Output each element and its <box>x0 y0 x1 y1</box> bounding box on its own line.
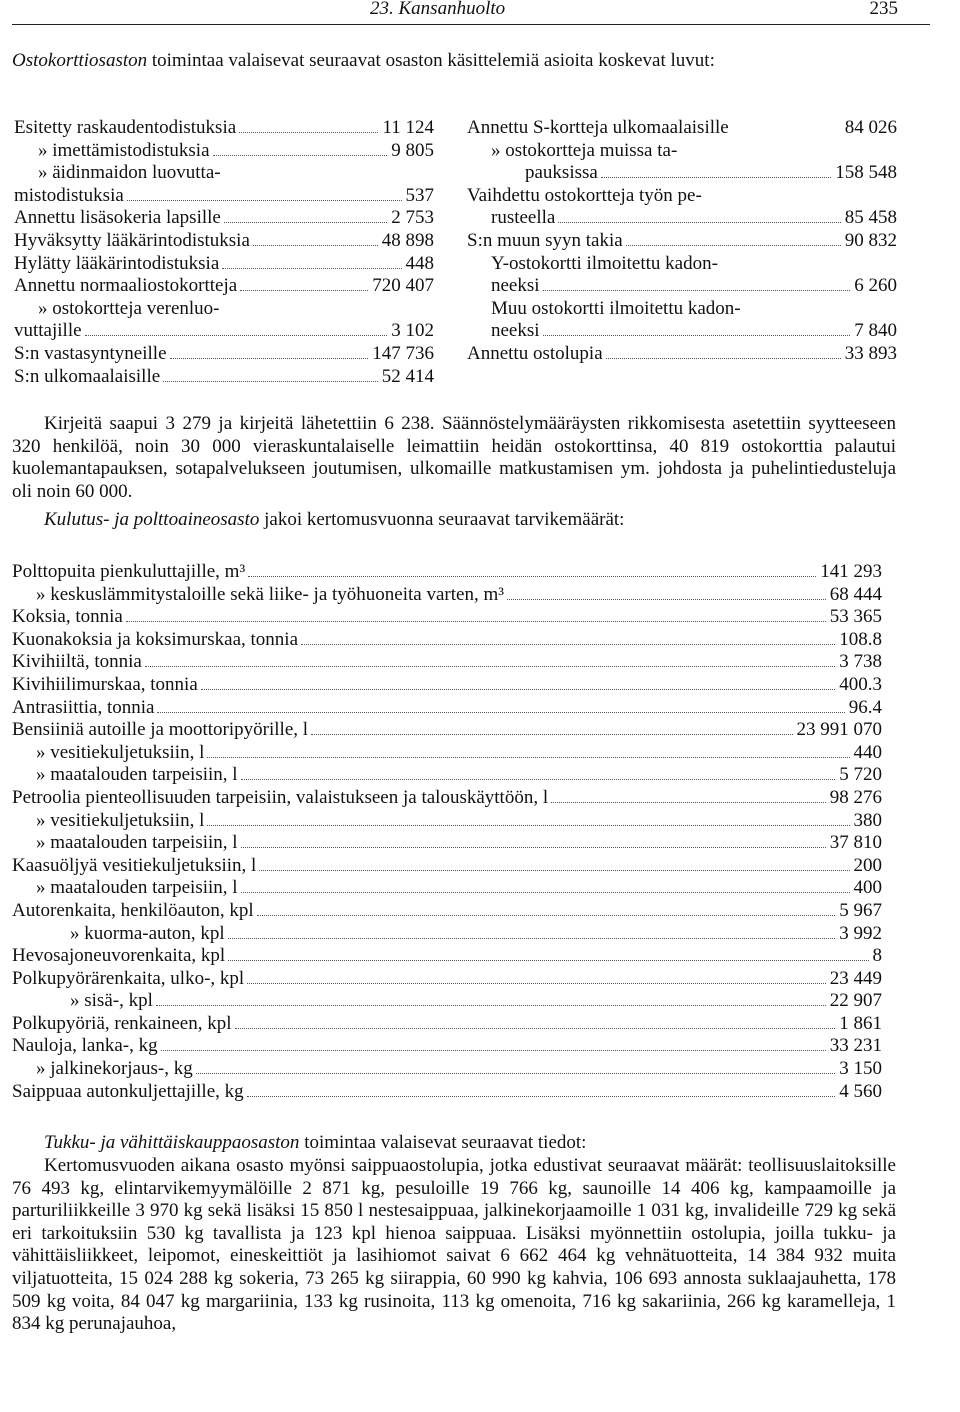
row-value: 440 <box>853 741 882 763</box>
dot-leader <box>145 666 835 667</box>
dot-leader <box>222 268 401 269</box>
row-value: 141 293 <box>820 561 882 582</box>
row-label: Koksia, tonnia <box>12 606 123 628</box>
row-value: 7 840 <box>854 320 897 342</box>
row-value: 23 991 070 <box>796 719 882 741</box>
row-label: pauksissa <box>525 162 598 184</box>
row-value: 1 861 <box>839 1012 882 1034</box>
dot-leader <box>85 335 388 336</box>
row-label: » sisä-, kpl <box>70 990 153 1012</box>
table-row <box>12 855 882 878</box>
dot-leader <box>240 290 368 291</box>
dot-leader <box>259 870 849 871</box>
fuel-intro-italic: Kulutus- ja polttoaineosasto <box>44 509 260 530</box>
dot-leader <box>196 1073 836 1074</box>
table-row <box>12 606 882 629</box>
table-row <box>12 832 882 855</box>
row-label: » maatalouden tarpeisiin, l <box>36 877 238 899</box>
header-rule <box>12 24 930 25</box>
row-label: Muu ostokortti ilmoitettu kadon- <box>491 297 741 319</box>
table-row <box>12 945 882 968</box>
dot-leader <box>156 1005 826 1006</box>
row-label: Y-ostokortti ilmoitettu kadon- <box>491 252 718 274</box>
table-row <box>12 697 882 720</box>
row-value: 3 738 <box>839 651 882 673</box>
table-row <box>14 253 434 276</box>
row-label: » maatalouden tarpeisiin, l <box>36 832 238 854</box>
table-row <box>14 230 434 253</box>
wholesale-paragraph: Kertomusvuoden aikana osasto myönsi saippuaostolupia, jotka edustivat seuraavat määrät: teollisuuslaitoksille 76 493 kg, elintarvikemyymälöille 2 871 kg, pesuloille 19 766 kg, saunoille 14 406 kg, kampaamoille ja parturiliikkeille 3 970 kg sekä lisäksi 15 850 l nestesaippuaa, jalkinekorjaamoille 1 031 kg, invalideille 729 kg sekä eri tarkoituksiin 530 kg tavallista ja 123 kpl hienoa saippuaa. Lisäksi myönnettiin ostolupia, joilla tukku- ja vähittäisliikkeet, leipomot, eineskeittiöt ja lasihiomot saivat 6 662 464 kg vehnätuotteita, 14 384 932 muita viljatuotteita, 15 024 288 kg sokeria, 73 265 kg siirappia, 60 990 kg kahvia, 106 693 annosta suklaajauhetta, 178 509 kg voita, 84 047 kg margariinia, 133 kg rusinoita, 113 kg omenoita, 716 kg sakariinia, 266 kg karamelleja, 1 834 kg perunajauhoa, <box>12 1155 896 1335</box>
letters-paragraph: Kirjeitä saapui 3 279 ja kirjeitä lähetettiin 6 238. Säännöstelymääräysten rikkomisesta asetettiin syytteeseen 320 henkilöä, noin 30 000 vieraskuntalaiselle leimattiin heidän ostokorttinsa, 40 819 ostokorttia palautui kuolemantapauksen, sotapalvelukseen joutumisen, ulkomaille matkustamisen ym. johdosta ja puhelintiedusteluja oli noin 60 000. <box>12 413 896 502</box>
dot-leader <box>207 825 849 826</box>
table-row <box>12 990 882 1013</box>
table-row <box>12 968 882 991</box>
intro-text: toimintaa valaisevat seuraavat osaston käsittelemiä asioita koskevat luvut: <box>147 50 715 71</box>
dot-leader <box>207 757 849 758</box>
row-value: 4 560 <box>839 1080 882 1102</box>
dot-leader <box>241 892 850 893</box>
row-value: 68 444 <box>829 583 882 605</box>
row-label: Polkupyörärenkaita, ulko-, kpl <box>12 967 245 989</box>
row-value: 5 720 <box>839 764 882 786</box>
row-label: Kivihiilimurskaa, tonnia <box>12 673 198 695</box>
row-label: rusteella <box>491 207 556 229</box>
table-row <box>467 298 897 321</box>
row-label: » vesitiekuljetuksiin, l <box>36 809 205 831</box>
row-value: 158 548 <box>835 162 897 184</box>
dot-leader <box>311 734 792 735</box>
dot-leader <box>247 1096 836 1097</box>
row-label: Hyväksytty lääkärintodistuksia <box>14 229 250 251</box>
dot-leader <box>253 245 378 246</box>
row-value: 8 <box>872 945 882 967</box>
table-row <box>467 343 897 366</box>
table-row <box>12 810 882 833</box>
row-label: Hylätty lääkärintodistuksia <box>14 252 220 274</box>
table-row <box>12 674 882 697</box>
table-row <box>14 275 434 298</box>
row-value: 96.4 <box>848 696 882 718</box>
row-label: S:n muun syyn takia <box>467 229 623 251</box>
row-label: Kuonakoksia ja koksimurskaa, tonnia <box>12 628 299 650</box>
dot-leader <box>241 779 836 780</box>
row-label: Kivihiiltä, tonnia <box>12 651 142 673</box>
dot-leader <box>235 1028 836 1029</box>
row-value: 90 832 <box>844 229 897 251</box>
row-label: S:n vastasyntyneille <box>14 342 167 364</box>
table-row <box>14 298 434 321</box>
row-label: » imettämistodistuksia <box>38 139 210 161</box>
dot-leader <box>239 132 378 133</box>
dot-leader <box>606 358 841 359</box>
dot-leader <box>163 381 378 382</box>
row-label: Annettu lisäsokeria lapsille <box>14 207 221 229</box>
table-row <box>467 162 897 185</box>
row-value: 3 150 <box>839 1058 882 1080</box>
row-label: Esitetty raskaudentodistuksia <box>14 117 237 138</box>
row-label: Annettu ostolupia <box>467 342 603 364</box>
row-label: S:n ulkomaalaisille <box>14 365 161 387</box>
fuel-intro-text: jakoi kertomusvuonna seuraavat tarvikemäärät: <box>259 509 625 530</box>
table-row <box>12 1013 882 1036</box>
table-row <box>12 561 882 584</box>
row-label: » ostokortteja verenluo- <box>38 297 220 319</box>
row-value: 98 276 <box>829 786 882 808</box>
table-row <box>12 900 882 923</box>
row-value: 11 124 <box>382 117 434 138</box>
row-label: » äidinmaidon luovutta- <box>38 162 221 184</box>
dot-leader <box>228 938 836 939</box>
table-row <box>467 117 897 140</box>
dot-leader <box>543 290 851 291</box>
dot-leader <box>257 915 836 916</box>
row-label: Nauloja, lanka-, kg <box>12 1035 158 1057</box>
fuel-intro <box>44 509 896 532</box>
row-value: 85 458 <box>844 207 897 229</box>
row-label: » maatalouden tarpeisiin, l <box>36 764 238 786</box>
row-value: 3 992 <box>839 922 882 944</box>
table-row <box>467 275 897 298</box>
wholesale-heading-text: toimintaa valaisevat seuraavat tiedot: <box>299 1132 587 1153</box>
table-row <box>14 162 434 185</box>
dot-leader <box>551 802 826 803</box>
table-row <box>12 629 882 652</box>
dot-leader <box>201 689 835 690</box>
table-row <box>12 651 882 674</box>
row-label: » ostokortteja muissa ta- <box>491 139 678 161</box>
dot-leader <box>301 644 835 645</box>
row-label: Polttopuita pienkuluttajille, m³ <box>12 561 246 582</box>
table-row <box>12 877 882 900</box>
table-row <box>14 366 434 389</box>
page-header <box>0 0 960 24</box>
row-label: mistodistuksia <box>14 184 124 206</box>
dot-leader <box>157 712 844 713</box>
row-label: Kaasuöljyä vesitiekuljetuksiin, l <box>12 854 257 876</box>
table-row <box>12 1035 882 1058</box>
row-label: » kuorma-auton, kpl <box>70 922 225 944</box>
fuel-table <box>12 561 882 1103</box>
row-label: Annettu S-kortteja ulkomaalaisille <box>467 117 729 138</box>
row-value: 52 414 <box>381 365 434 387</box>
row-value: 108.8 <box>839 628 882 650</box>
row-value: 380 <box>853 809 882 831</box>
row-value: 5 967 <box>839 899 882 921</box>
table-row <box>12 1081 882 1104</box>
dot-leader <box>161 1050 826 1051</box>
right-statistics-table <box>467 117 897 366</box>
row-label: Vaihdettu ostokortteja työn pe- <box>467 184 702 206</box>
table-row <box>467 207 897 230</box>
dot-leader <box>126 621 826 622</box>
row-value: 23 449 <box>829 967 882 989</box>
row-value: 147 736 <box>372 342 434 364</box>
left-statistics-table <box>14 117 434 388</box>
row-value: 720 407 <box>372 275 434 297</box>
dot-leader <box>558 222 840 223</box>
table-row <box>467 185 897 208</box>
dot-leader <box>228 960 868 961</box>
row-value: 2 753 <box>391 207 434 229</box>
dot-leader <box>241 847 826 848</box>
wholesale-heading <box>44 1132 896 1155</box>
table-row <box>467 140 897 163</box>
table-row <box>467 320 897 343</box>
row-label: Polkupyöriä, renkaineen, kpl <box>12 1012 232 1034</box>
dot-leader <box>247 983 826 984</box>
table-row <box>14 117 434 140</box>
dot-leader <box>601 177 831 178</box>
row-value: 37 810 <box>829 832 882 854</box>
row-value: 84 026 <box>844 117 897 138</box>
table-row <box>14 343 434 366</box>
row-label: Antrasiittia, tonnia <box>12 696 155 718</box>
row-value: 22 907 <box>829 990 882 1012</box>
table-row <box>12 787 882 810</box>
table-row <box>12 719 882 742</box>
dot-leader <box>224 222 387 223</box>
table-row <box>14 185 434 208</box>
table-row <box>467 230 897 253</box>
chapter-title: 23. Kansanhuolto <box>370 0 506 19</box>
intro-paragraph <box>12 50 896 73</box>
row-label: Saippuaa autonkuljettajille, kg <box>12 1080 244 1102</box>
row-label: » jalkinekorjaus-, kg <box>36 1058 193 1080</box>
row-label: Hevosajoneuvorenkaita, kpl <box>12 945 226 967</box>
table-row <box>467 253 897 276</box>
table-row <box>12 1058 882 1081</box>
dot-leader <box>170 358 369 359</box>
row-value: 400 <box>853 877 882 899</box>
row-label: neeksi <box>491 320 540 342</box>
row-value: 3 102 <box>391 320 434 342</box>
row-label: Petroolia pienteollisuuden tarpeisiin, valaistukseen ja talouskäyttöön, l <box>12 786 549 808</box>
table-row <box>14 140 434 163</box>
dot-leader <box>626 245 841 246</box>
row-value: 33 893 <box>844 342 897 364</box>
table-row <box>12 923 882 946</box>
row-value: 537 <box>405 184 434 206</box>
dot-leader <box>127 200 402 201</box>
row-label: Autorenkaita, henkilöauton, kpl <box>12 899 254 921</box>
row-value: 9 805 <box>391 139 434 161</box>
row-value: 48 898 <box>381 229 434 251</box>
row-label: Bensiiniä autoille ja moottoripyörille, l <box>12 719 309 741</box>
row-label: » vesitiekuljetuksiin, l <box>36 741 205 763</box>
dot-leader <box>507 599 826 600</box>
table-row <box>12 742 882 765</box>
row-value: 6 260 <box>854 275 897 297</box>
table-row <box>14 320 434 343</box>
intro-italic: Ostokorttiosaston <box>12 50 148 71</box>
wholesale-italic: Tukku- ja vähittäiskauppaosaston <box>44 1132 300 1153</box>
table-row <box>12 584 882 607</box>
dot-leader <box>543 335 851 336</box>
table-row <box>12 764 882 787</box>
row-value: 400.3 <box>839 673 882 695</box>
dot-leader <box>248 576 816 577</box>
row-value: 448 <box>405 252 434 274</box>
row-value: 200 <box>853 854 882 876</box>
table-row <box>14 207 434 230</box>
page-number: 235 <box>869 0 898 19</box>
row-label: » keskuslämmitystaloille sekä liike- ja työhuoneita varten, m³ <box>36 583 504 605</box>
dot-leader <box>213 155 388 156</box>
row-label: neeksi <box>491 275 540 297</box>
row-value: 53 365 <box>829 606 882 628</box>
row-label: vuttajille <box>14 320 82 342</box>
row-label: Annettu normaaliostokortteja <box>14 275 238 297</box>
row-value: 33 231 <box>829 1035 882 1057</box>
